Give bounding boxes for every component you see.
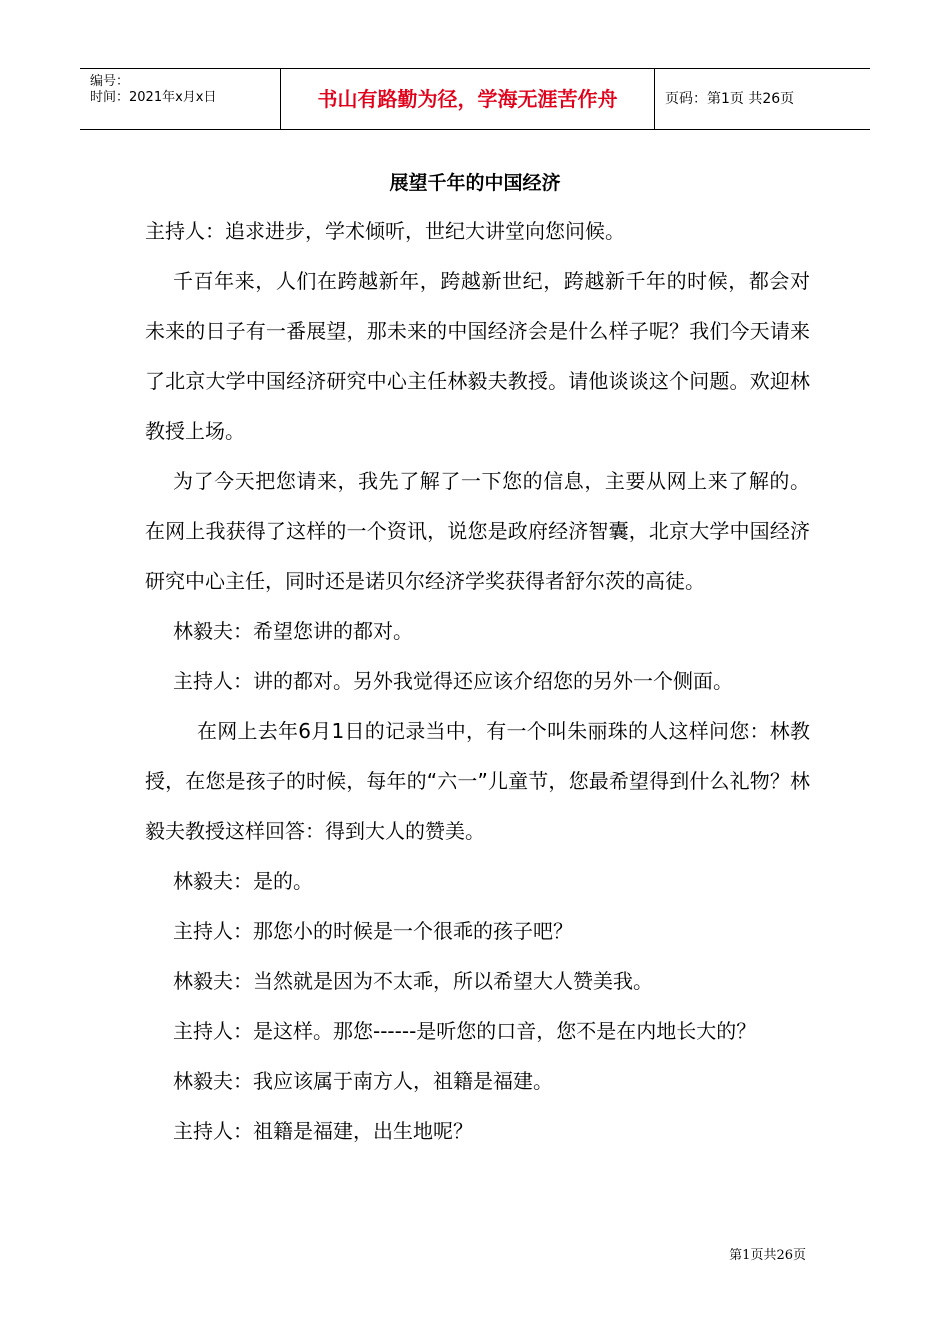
- header-page-code: 页码：第1页 共26页: [665, 91, 795, 107]
- document-title: 展望千年的中国经济: [389, 172, 561, 194]
- page-footer-number: 第1页共26页: [729, 1248, 806, 1263]
- paragraph-dialogue: 林毅夫：当然就是因为不太乖，所以希望大人赞美我。: [173, 969, 653, 993]
- paragraph-host-greeting: 主持人：追求进步，学术倾听，世纪大讲堂向您问候。: [145, 219, 625, 243]
- paragraph-dialogue: 主持人：是这样。那您------是听您的口音，您不是在内地长大的？: [173, 1019, 757, 1043]
- paragraph-background: 为了今天把您请来，我先了解了一下您的信息，主要从网上来了解的。在网上我获得了这样的一个资讯，说您是政府经济智囊，北京大学中国经济研究中心主任，同时还是诺贝尔经济学奖获得者舒尔茨的高徒。: [145, 469, 810, 593]
- header-page-cell: [655, 69, 870, 129]
- document-time-label: 时间：2021年x月x日: [90, 90, 217, 105]
- paragraph-dialogue: 主持人：那您小的时候是一个很乖的孩子吧？: [173, 919, 573, 943]
- paragraph-dialogue: 林毅夫：我应该属于南方人，祖籍是福建。: [173, 1069, 553, 1093]
- paragraph-dialogue: 主持人：讲的都对。另外我觉得还应该介绍您的另外一个侧面。: [173, 669, 733, 693]
- page-header: [80, 68, 870, 130]
- document-number-label: 编号：: [90, 74, 130, 89]
- document-body: [145, 206, 810, 1156]
- paragraph-dialogue: 主持人：祖籍是福建，出生地呢？: [173, 1119, 473, 1143]
- header-motto-cell: [281, 69, 655, 129]
- header-meta-cell: [80, 69, 281, 129]
- paragraph-dialogue: 林毅夫：是的。: [173, 869, 313, 893]
- paragraph-anecdote: 在网上去年6月1日的记录当中，有一个叫朱丽珠的人这样问您：林教授，在您是孩子的时候，每年的“六一”儿童节，您最希望得到什么礼物？林毅夫教授这样回答：得到大人的赞美。: [145, 719, 810, 843]
- paragraph-intro: 千百年来，人们在跨越新年，跨越新世纪，跨越新千年的时候，都会对未来的日子有一番展望，那未来的中国经济会是什么样子呢？我们今天请来了北京大学中国经济研究中心主任林毅夫教授。请他谈谈这个问题。欢迎林教授上场。: [145, 269, 810, 443]
- header-motto: 书山有路勤为径，学海无涯苦作舟: [317, 87, 618, 111]
- paragraph-dialogue: 林毅夫：希望您讲的都对。: [173, 619, 413, 643]
